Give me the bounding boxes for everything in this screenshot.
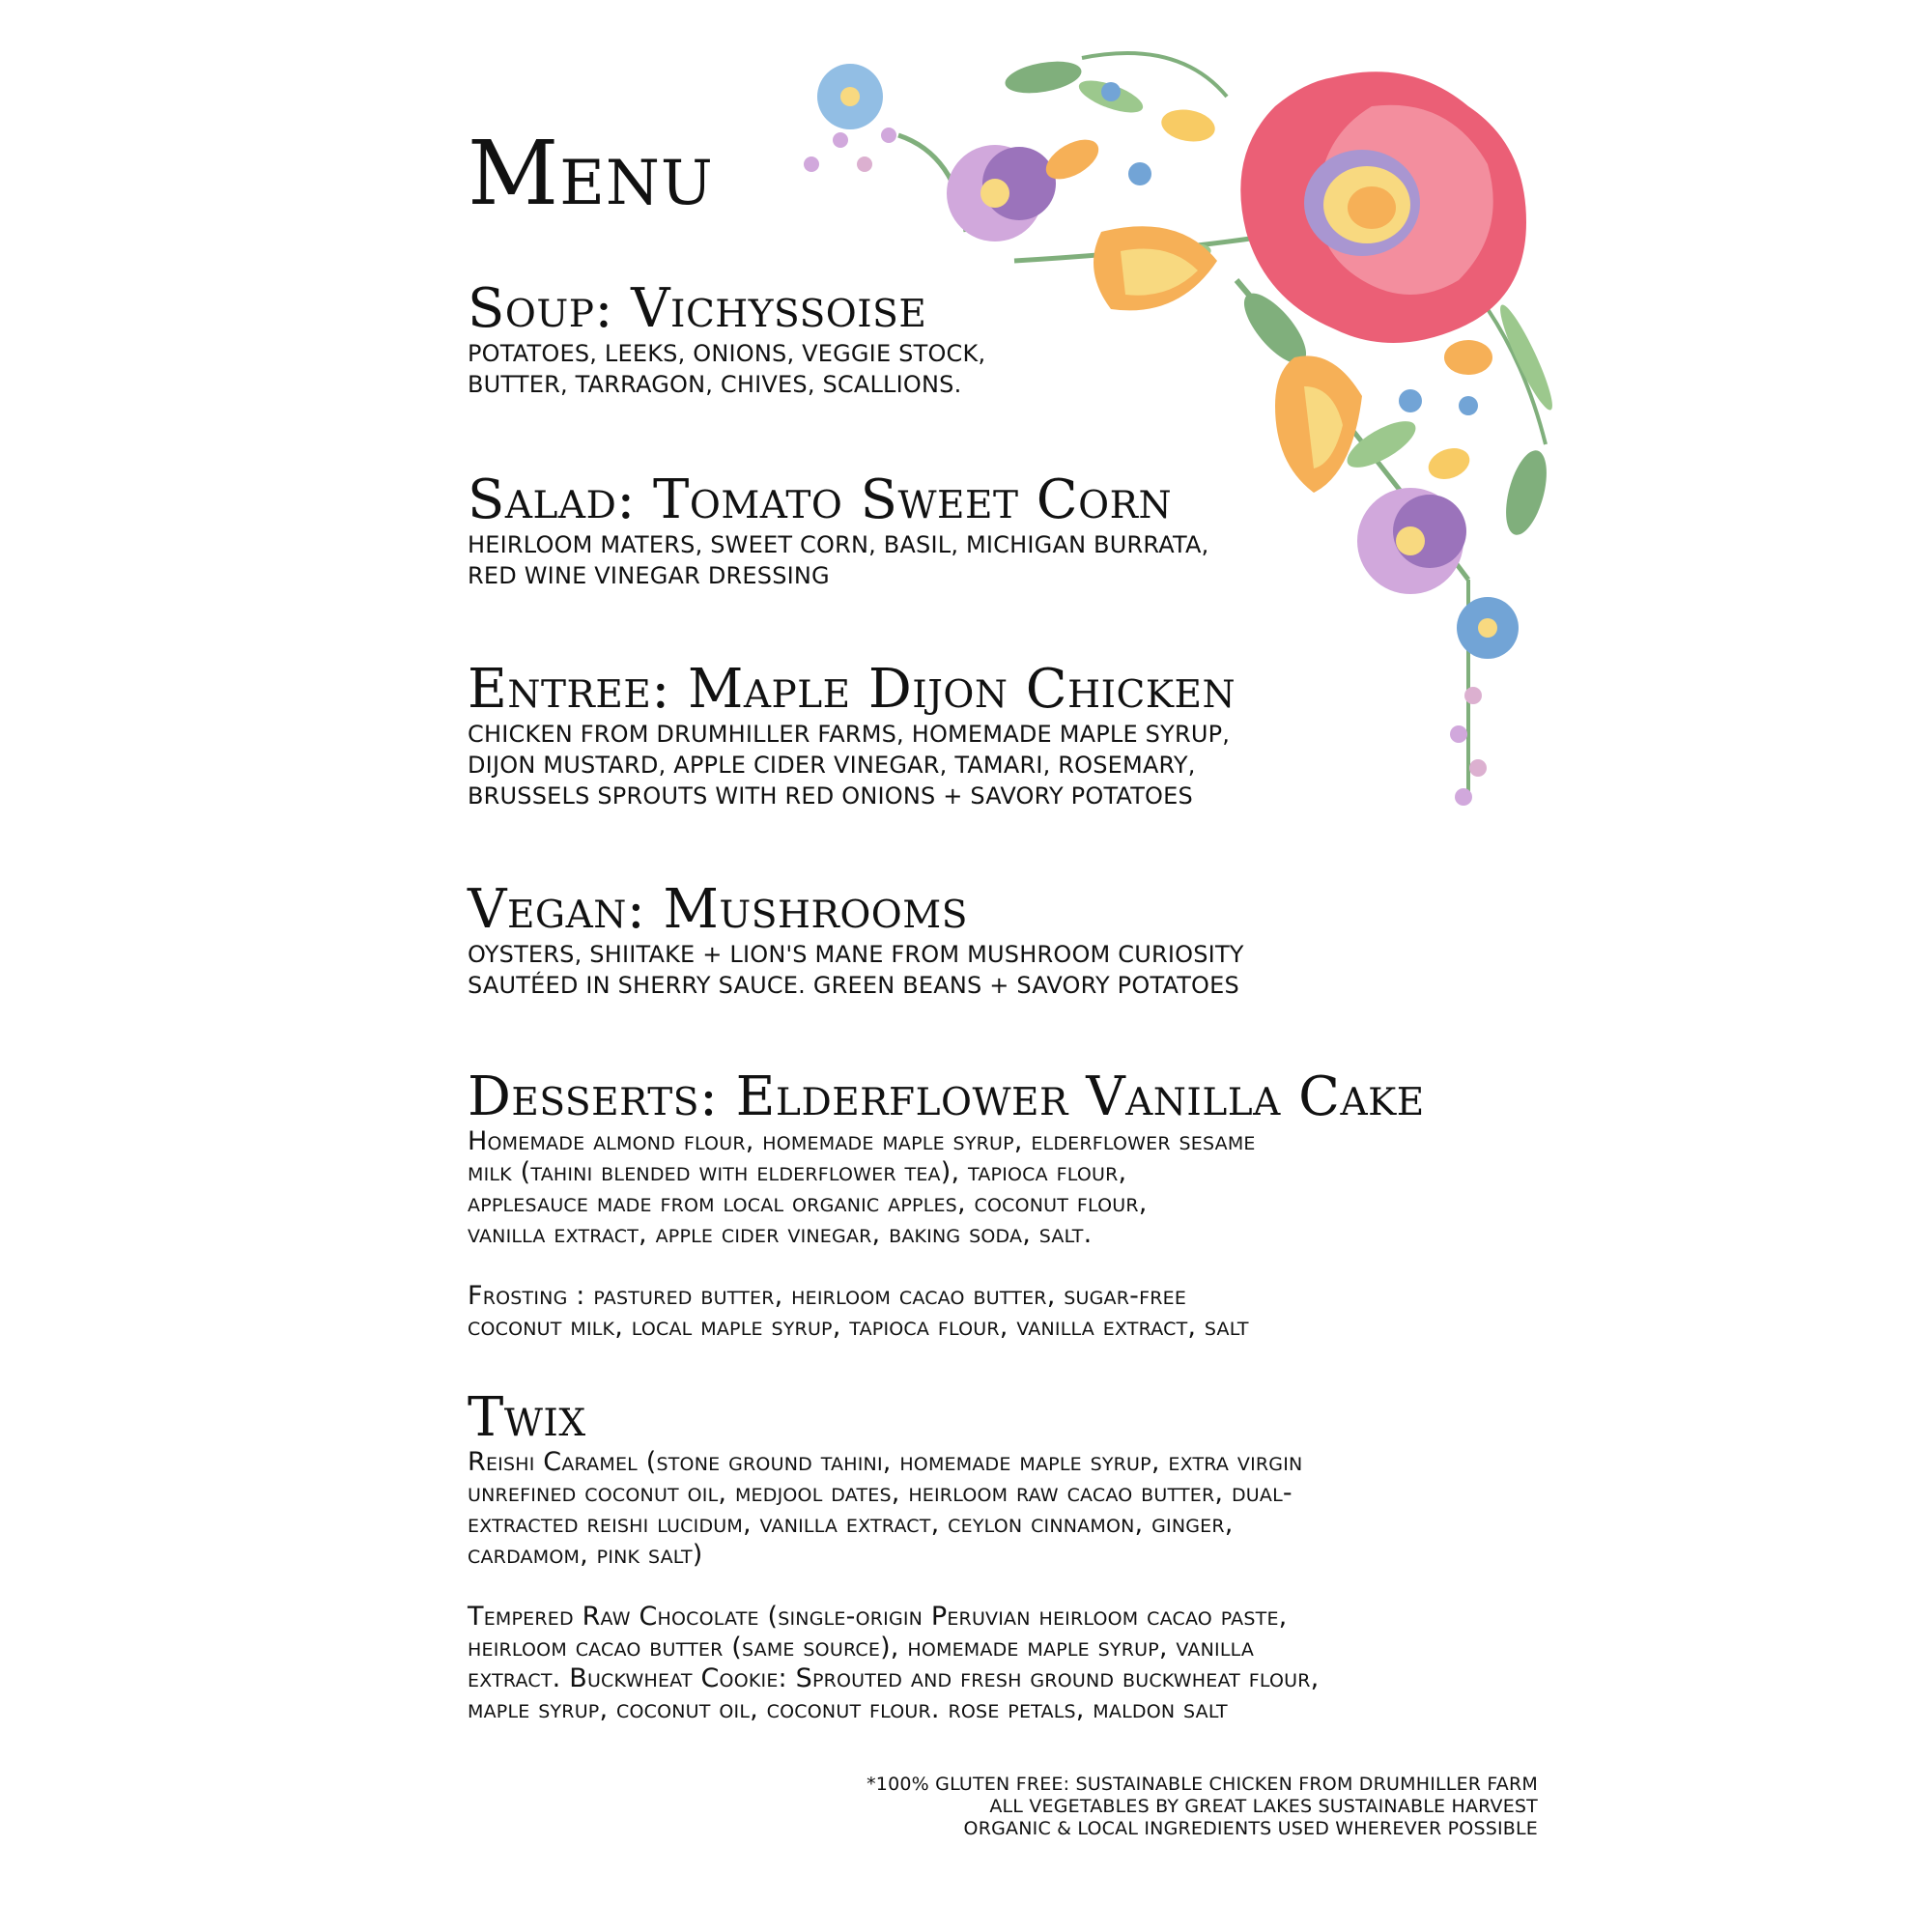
description-line: cardamom, pink salt)	[468, 1540, 703, 1570]
description-line: vanilla extract, apple cider vinegar, baking soda, salt.	[468, 1219, 1093, 1249]
description-line: Reishi Caramel (stone ground tahini, homemade maple syrup, extra virgin	[468, 1447, 1303, 1477]
twix-section	[468, 1386, 1569, 1725]
description-line: extracted reishi lucidum, vanilla extract, ceylon cinnamon, ginger,	[468, 1509, 1234, 1539]
menu-title: Menu	[468, 122, 714, 225]
description-line: milk (tahini blended with elderflower tea), tapioca flour,	[468, 1157, 1127, 1187]
footnote-line: ALL VEGETABLES BY GREAT LAKES SUSTAINABLE HARVEST	[989, 1796, 1538, 1817]
soup-heading: Soup: Vichyssoise	[468, 277, 927, 340]
entree-heading: Entree: Maple Dijon Chicken	[468, 658, 1236, 721]
watercolor-floral-corner-icon	[792, 39, 1594, 831]
description-line: unrefined coconut oil, medjool dates, heirloom raw cacao butter, dual-	[468, 1478, 1293, 1508]
desserts-section	[468, 1065, 1569, 1343]
description-line: heirloom cacao butter (same source), homemade maple syrup, vanilla	[468, 1633, 1255, 1662]
vegan-description	[468, 939, 1569, 1001]
footnote-line: ORGANIC & LOCAL INGREDIENTS USED WHEREVER POSSIBLE	[963, 1818, 1538, 1839]
description-line: BRUSSELS SPROUTS WITH RED ONIONS + SAVORY POTATOES	[468, 782, 1193, 810]
description-line: maple syrup, coconut oil, coconut flour. rose petals, maldon salt	[468, 1694, 1228, 1724]
description-line: Frosting : pastured butter, heirloom cacao butter, sugar-free	[468, 1281, 1187, 1311]
description-line: applesauce made from local organic apples, coconut flour,	[468, 1188, 1148, 1218]
description-line: BUTTER, TARRAGON, CHIVES, SCALLIONS.	[468, 371, 962, 398]
description-line: coconut milk, local maple syrup, tapioca flour, vanilla extract, salt	[468, 1312, 1249, 1342]
description-line: HEIRLOOM MATERS, SWEET CORN, BASIL, MICHIGAN BURRATA,	[468, 531, 1209, 558]
description-line: CHICKEN FROM DRUMHILLER FARMS, HOMEMADE MAPLE SYRUP,	[468, 721, 1231, 748]
frosting-ingredients	[468, 1281, 1569, 1343]
reishi-caramel-ingredients	[468, 1447, 1569, 1571]
description-line: Tempered Raw Chocolate (single-origin Peruvian heirloom cacao paste,	[468, 1602, 1288, 1632]
description-line: POTATOES, LEEKS, ONIONS, VEGGIE STOCK,	[468, 340, 986, 367]
vegan-heading: Vegan: Mushrooms	[468, 878, 968, 941]
chocolate-cookie-ingredients	[468, 1602, 1569, 1725]
twix-heading: Twix	[468, 1386, 586, 1449]
footnote-line: *100% GLUTEN FREE: SUSTAINABLE CHICKEN FROM DRUMHILLER FARM	[867, 1774, 1538, 1795]
description-line: SAUTÉED IN SHERRY SAUCE. GREEN BEANS + SAVORY POTATOES	[468, 972, 1239, 999]
cake-ingredients	[468, 1126, 1569, 1250]
description-line: DIJON MUSTARD, APPLE CIDER VINEGAR, TAMARI, ROSEMARY,	[468, 752, 1196, 779]
footnote	[867, 1774, 1538, 1840]
desserts-heading: Desserts: Elderflower Vanilla Cake	[468, 1065, 1425, 1128]
description-line: OYSTERS, SHIITAKE + LION'S MANE FROM MUSHROOM CURIOSITY	[468, 941, 1244, 968]
description-line: extract. Buckwheat Cookie: Sprouted and fresh ground buckwheat flour,	[468, 1663, 1320, 1693]
vegan-section	[468, 878, 1569, 1001]
description-line: RED WINE VINEGAR DRESSING	[468, 562, 830, 589]
salad-heading: Salad: Tomato Sweet Corn	[468, 469, 1173, 531]
description-line: Homemade almond flour, homemade maple syrup, elderflower sesame	[468, 1126, 1256, 1156]
